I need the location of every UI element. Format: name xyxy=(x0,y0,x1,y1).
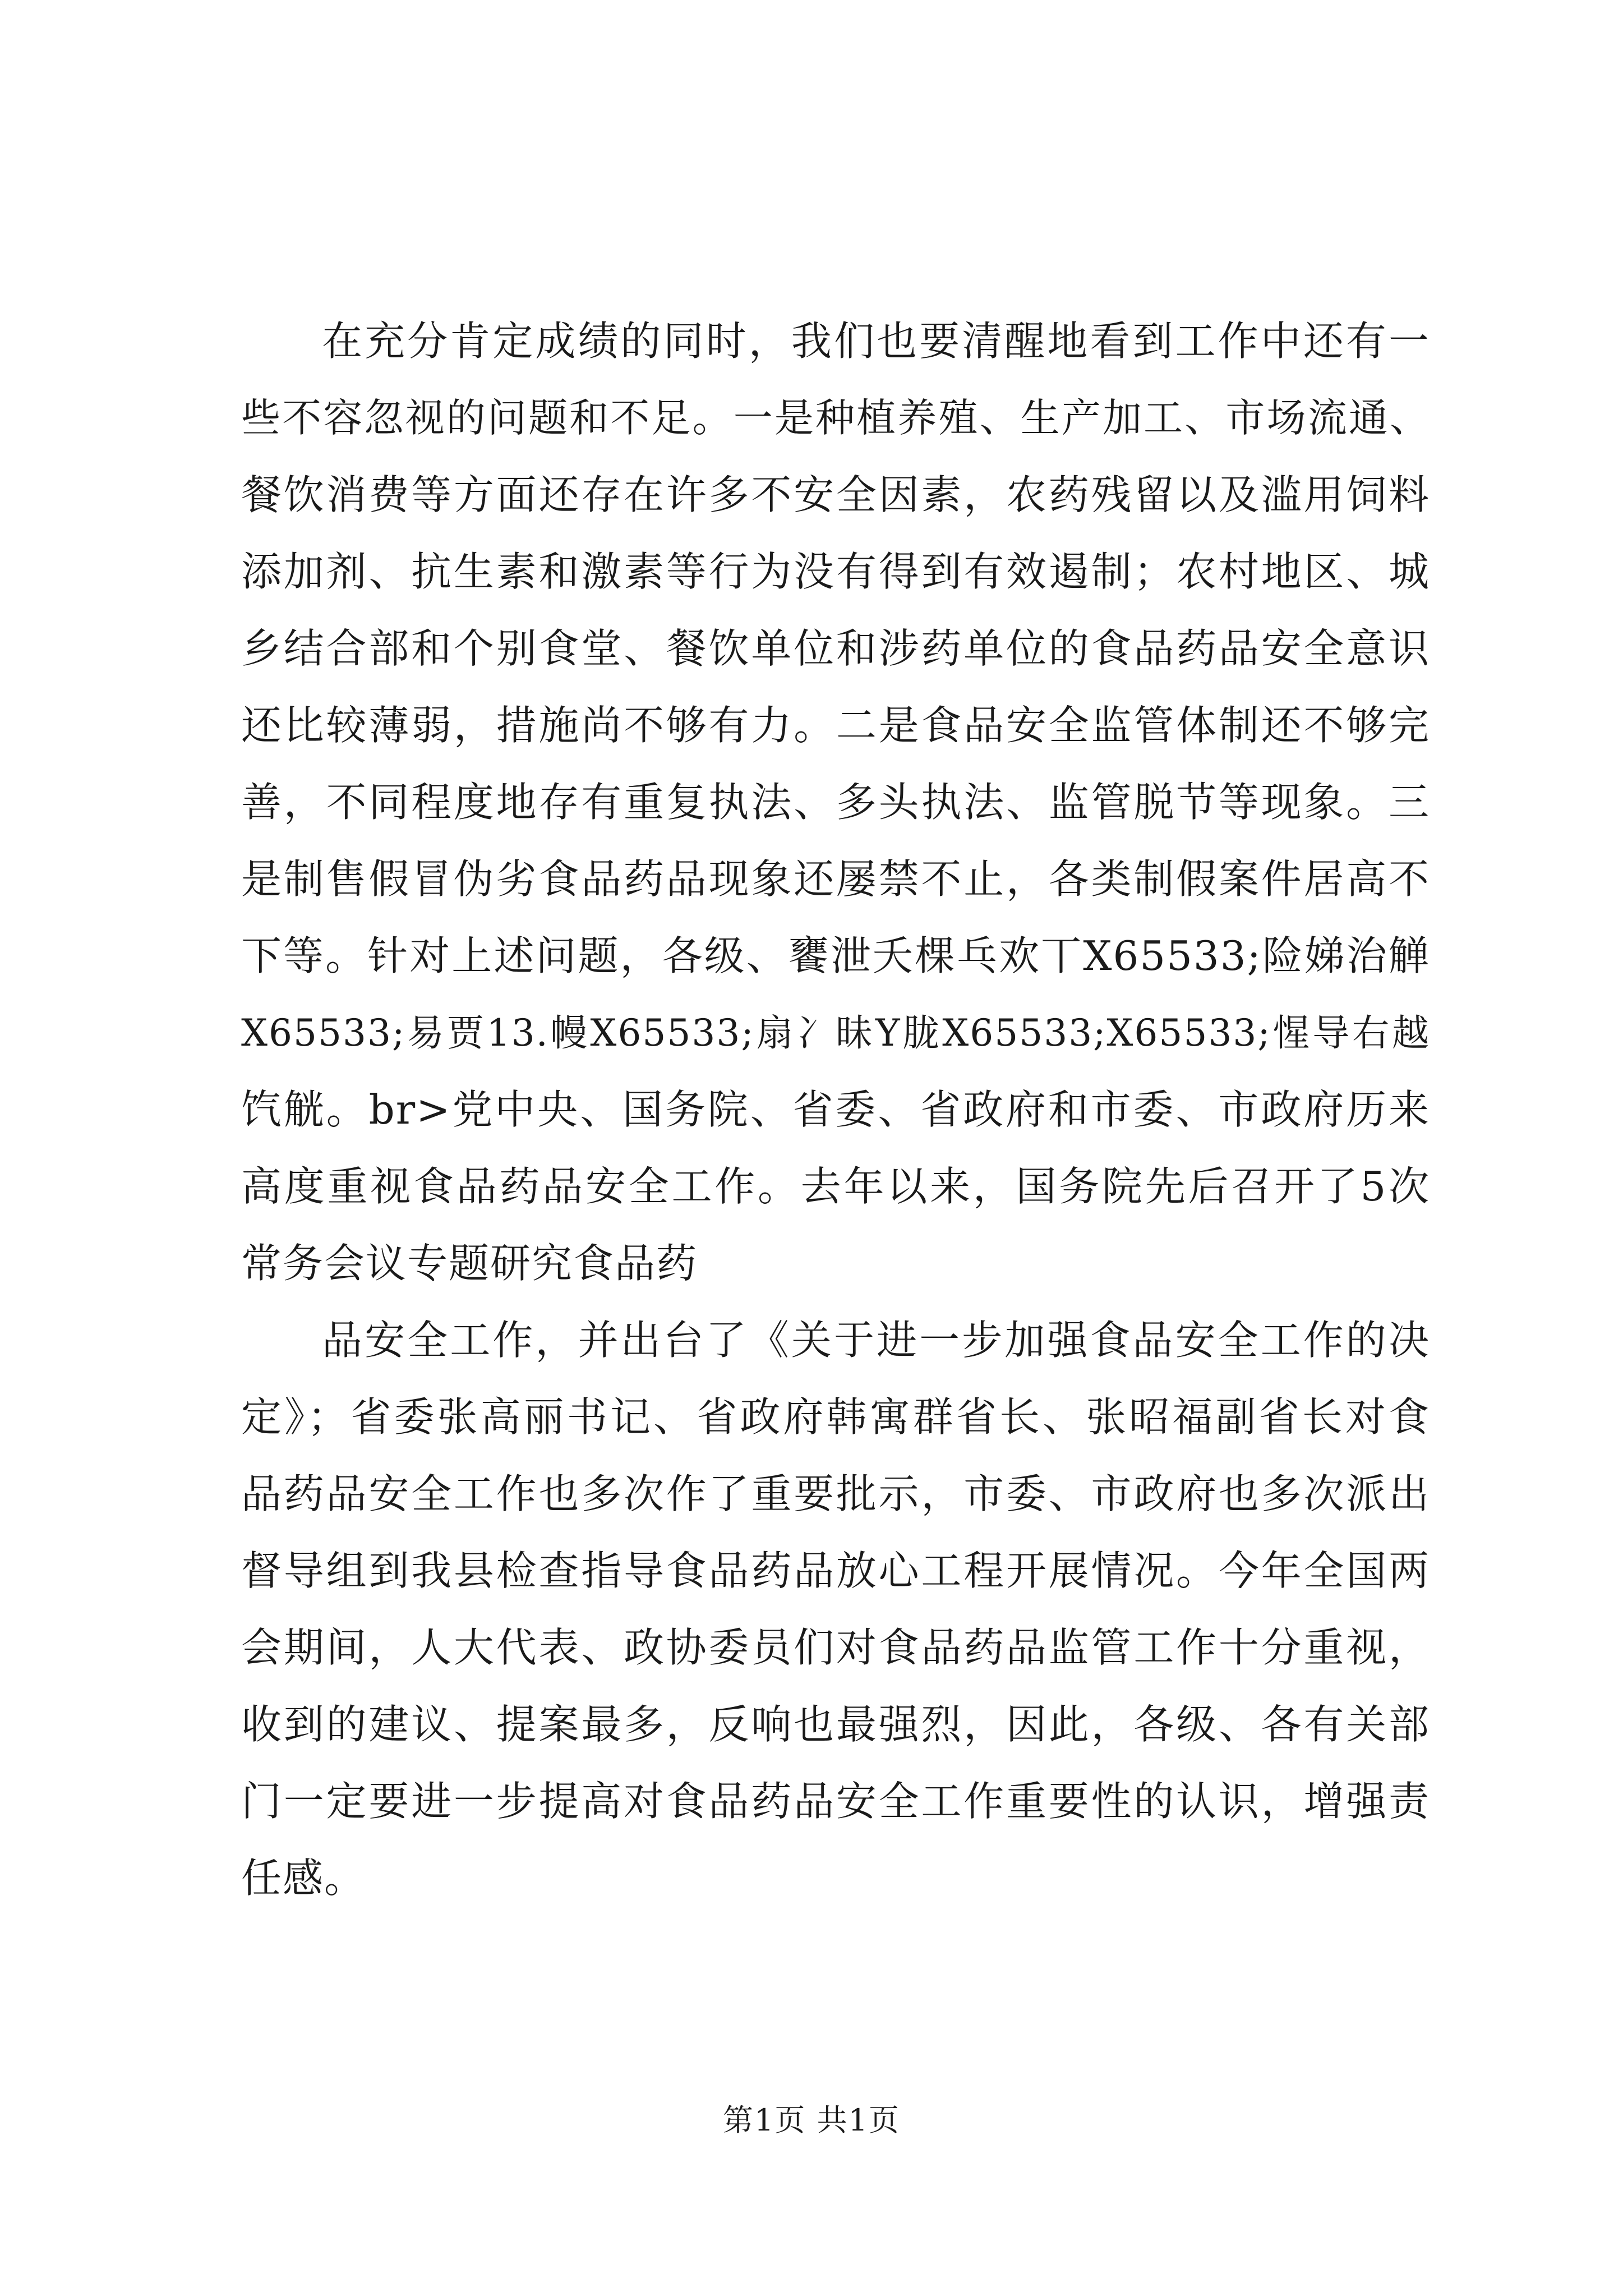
paragraph-line: 在充分肯定成绩的同时，我们也要清醒地看到工作中还有一 xyxy=(322,318,1430,365)
paragraph-line: 品安全工作，并出台了《关于进一步加强食品安全工作的决 xyxy=(322,1317,1430,1364)
paragraph-line: 品药品安全工作也多次作了重要批示，市委、市政府也多次派出 xyxy=(241,1470,1430,1517)
paragraph-line: 善，不同程度地存有重复执法、多头执法、监管脱节等现象。三 xyxy=(241,779,1430,826)
paragraph-line: 定》；省委张高丽书记、省政府韩寓群省长、张昭福副省长对食 xyxy=(241,1393,1430,1441)
paragraph-line: 会期间，人大代表、政协委员们对食品药品监管工作十分重视， xyxy=(241,1624,1430,1671)
paragraph-line: 餐饮消费等方面还存在许多不安全因素，农药残留以及滥用饲料 xyxy=(241,471,1430,518)
paragraph-line: X65533;易贾13.幔X65533;扇冫昧Y胧X65533;X65533;惺导右越 xyxy=(241,1011,1430,1055)
paragraph-line: 饩觥。br>党中央、国务院、省委、省政府和市委、市政府历来 xyxy=(241,1086,1430,1133)
paragraph-line: 门一定要进一步提高对食品药品安全工作重要性的认识，增强责 xyxy=(241,1778,1430,1825)
paragraph-line: 乡结合部和个别食堂、餐饮单位和涉药单位的食品药品安全意识 xyxy=(241,625,1430,672)
paragraph-line: 是制售假冒伪劣食品药品现象还屡禁不止，各类制假案件居高不 xyxy=(241,855,1430,903)
paragraph-line: 还比较薄弱，措施尚不够有力。二是食品安全监管体制还不够完 xyxy=(241,702,1430,749)
page-number-footer: 第1页 共1页 xyxy=(723,2102,900,2138)
paragraph-line: 高度重视食品药品安全工作。去年以来，国务院先后召开了5次 xyxy=(241,1163,1430,1210)
paragraph-line: 收到的建议、提案最多，反响也最强烈，因此，各级、各有关部 xyxy=(241,1701,1430,1748)
paragraph-line: 添加剂、抗生素和激素等行为没有得到有效遏制；农村地区、城 xyxy=(241,548,1430,595)
document-body xyxy=(241,303,1430,1917)
paragraph-line: 任感。 xyxy=(241,1855,366,1902)
paragraph-line: 些不容忽视的问题和不足。一是种植养殖、生产加工、市场流通、 xyxy=(241,395,1430,441)
paragraph-line: 督导组到我县检查指导食品药品放心工程开展情况。今年全国两 xyxy=(241,1547,1430,1594)
paragraph-line: 常务会议专题研究食品药 xyxy=(241,1240,698,1287)
paragraph-line: 下等。针对上述问题，各级、饔泄夭棵乓欢丅X65533;险娣治觯 xyxy=(241,932,1430,979)
